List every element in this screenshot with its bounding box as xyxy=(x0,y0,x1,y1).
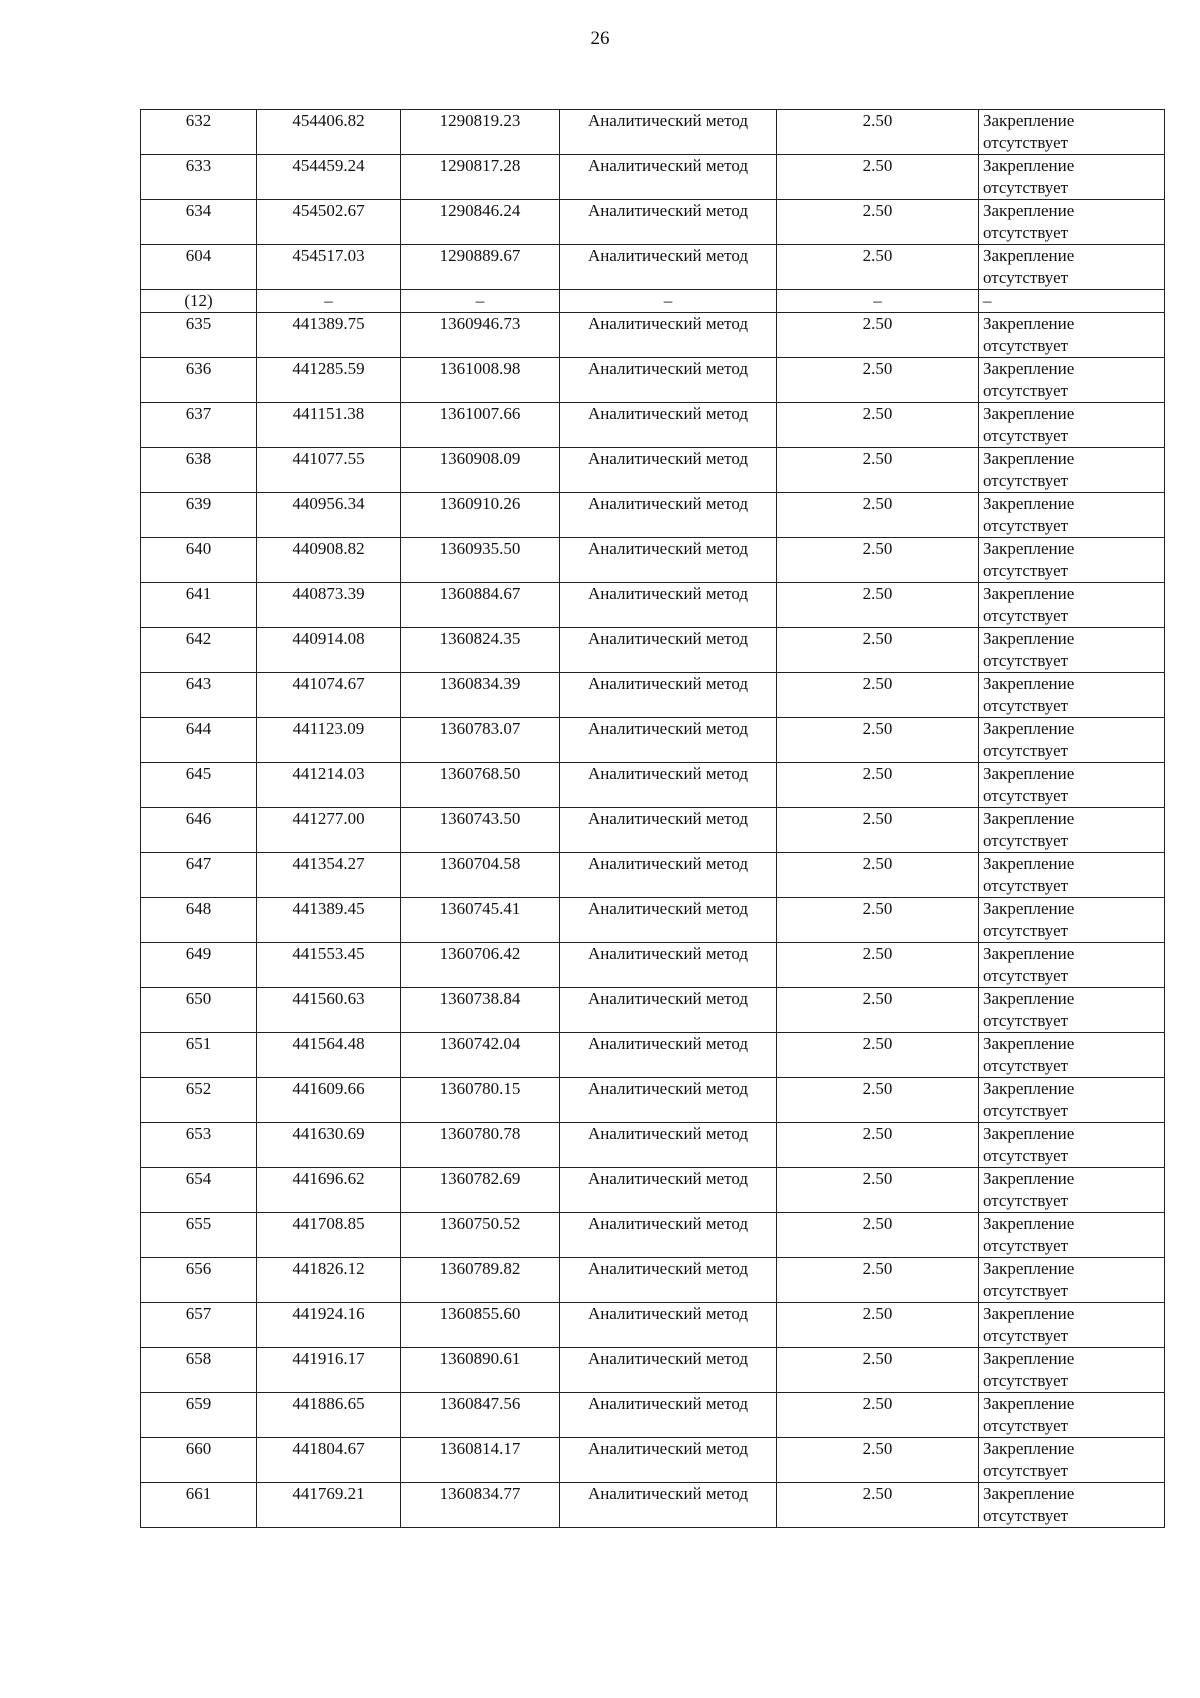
table-row xyxy=(141,1348,1165,1393)
method-cell: Аналитический метод xyxy=(560,808,777,853)
point-number-cell: 659 xyxy=(141,1393,257,1438)
fixation-cell: Закрепление отсутствует xyxy=(979,358,1165,403)
table-row xyxy=(141,1438,1165,1483)
method-cell: Аналитический метод xyxy=(560,403,777,448)
method-cell: Аналитический метод xyxy=(560,583,777,628)
method-cell: Аналитический метод xyxy=(560,245,777,290)
method-cell: Аналитический метод xyxy=(560,943,777,988)
table-row xyxy=(141,155,1165,200)
error-cell: 2.50 xyxy=(777,673,979,718)
method-cell: Аналитический метод xyxy=(560,1213,777,1258)
point-number-cell: 636 xyxy=(141,358,257,403)
y-coordinate-cell: 1360704.58 xyxy=(401,853,560,898)
y-coordinate-cell: 1360706.42 xyxy=(401,943,560,988)
table-row xyxy=(141,290,1165,313)
table-row xyxy=(141,493,1165,538)
y-coordinate-cell: 1360742.04 xyxy=(401,1033,560,1078)
y-coordinate-cell: 1360782.69 xyxy=(401,1168,560,1213)
fixation-cell: Закрепление отсутствует xyxy=(979,1303,1165,1348)
y-coordinate-cell: 1360783.07 xyxy=(401,718,560,763)
point-number-cell: 661 xyxy=(141,1483,257,1528)
x-coordinate-cell: 441769.21 xyxy=(257,1483,401,1528)
x-coordinate-cell: 440956.34 xyxy=(257,493,401,538)
method-cell: Аналитический метод xyxy=(560,110,777,155)
error-cell: 2.50 xyxy=(777,1168,979,1213)
point-number-cell: 645 xyxy=(141,763,257,808)
fixation-cell: Закрепление отсутствует xyxy=(979,1168,1165,1213)
table-row xyxy=(141,988,1165,1033)
method-cell: Аналитический метод xyxy=(560,673,777,718)
table-row xyxy=(141,538,1165,583)
method-cell: – xyxy=(560,290,777,313)
x-coordinate-cell: 440914.08 xyxy=(257,628,401,673)
error-cell: 2.50 xyxy=(777,403,979,448)
fixation-cell: Закрепление отсутствует xyxy=(979,988,1165,1033)
method-cell: Аналитический метод xyxy=(560,493,777,538)
table-row xyxy=(141,110,1165,155)
method-cell: Аналитический метод xyxy=(560,1393,777,1438)
y-coordinate-cell: 1360768.50 xyxy=(401,763,560,808)
y-coordinate-cell: 1360884.67 xyxy=(401,583,560,628)
table-row xyxy=(141,1303,1165,1348)
table-row xyxy=(141,718,1165,763)
method-cell: Аналитический метод xyxy=(560,1438,777,1483)
fixation-cell: Закрепление отсутствует xyxy=(979,403,1165,448)
point-number-cell: 644 xyxy=(141,718,257,763)
error-cell: 2.50 xyxy=(777,1348,979,1393)
table-row xyxy=(141,448,1165,493)
y-coordinate-cell: 1360834.77 xyxy=(401,1483,560,1528)
y-coordinate-cell: 1361007.66 xyxy=(401,403,560,448)
point-number-cell: 651 xyxy=(141,1033,257,1078)
y-coordinate-cell: 1360738.84 xyxy=(401,988,560,1033)
y-coordinate-cell: 1361008.98 xyxy=(401,358,560,403)
x-coordinate-cell: 441123.09 xyxy=(257,718,401,763)
error-cell: 2.50 xyxy=(777,1078,979,1123)
method-cell: Аналитический метод xyxy=(560,1078,777,1123)
y-coordinate-cell: 1290819.23 xyxy=(401,110,560,155)
error-cell: 2.50 xyxy=(777,448,979,493)
point-number-cell: 654 xyxy=(141,1168,257,1213)
y-coordinate-cell: 1360908.09 xyxy=(401,448,560,493)
point-number-cell: 649 xyxy=(141,943,257,988)
table-row xyxy=(141,1213,1165,1258)
y-coordinate-cell: 1360814.17 xyxy=(401,1438,560,1483)
method-cell: Аналитический метод xyxy=(560,448,777,493)
point-number-cell: 648 xyxy=(141,898,257,943)
x-coordinate-cell: 441609.66 xyxy=(257,1078,401,1123)
x-coordinate-cell: 440908.82 xyxy=(257,538,401,583)
table-row xyxy=(141,1033,1165,1078)
fixation-cell: Закрепление отсутствует xyxy=(979,1123,1165,1168)
point-number-cell: 657 xyxy=(141,1303,257,1348)
point-number-cell: 642 xyxy=(141,628,257,673)
x-coordinate-cell: 440873.39 xyxy=(257,583,401,628)
x-coordinate-cell: 441708.85 xyxy=(257,1213,401,1258)
x-coordinate-cell: 441916.17 xyxy=(257,1348,401,1393)
x-coordinate-cell: 454502.67 xyxy=(257,200,401,245)
fixation-cell: Закрепление отсутствует xyxy=(979,943,1165,988)
x-coordinate-cell: 441553.45 xyxy=(257,943,401,988)
fixation-cell: Закрепление отсутствует xyxy=(979,155,1165,200)
y-coordinate-cell: 1360743.50 xyxy=(401,808,560,853)
y-coordinate-cell: 1360780.78 xyxy=(401,1123,560,1168)
y-coordinate-cell: 1360789.82 xyxy=(401,1258,560,1303)
x-coordinate-cell: 441354.27 xyxy=(257,853,401,898)
y-coordinate-cell: 1290817.28 xyxy=(401,155,560,200)
table-row xyxy=(141,200,1165,245)
point-number-cell: 647 xyxy=(141,853,257,898)
table-row xyxy=(141,763,1165,808)
method-cell: Аналитический метод xyxy=(560,1168,777,1213)
page-number: 26 xyxy=(590,28,610,49)
y-coordinate-cell: – xyxy=(401,290,560,313)
point-number-cell: 650 xyxy=(141,988,257,1033)
point-number-cell: 652 xyxy=(141,1078,257,1123)
point-number-cell: 635 xyxy=(141,313,257,358)
error-cell: 2.50 xyxy=(777,763,979,808)
fixation-cell: Закрепление отсутствует xyxy=(979,1393,1165,1438)
point-number-cell: 637 xyxy=(141,403,257,448)
y-coordinate-cell: 1360750.52 xyxy=(401,1213,560,1258)
fixation-cell: Закрепление отсутствует xyxy=(979,763,1165,808)
method-cell: Аналитический метод xyxy=(560,898,777,943)
y-coordinate-cell: 1360847.56 xyxy=(401,1393,560,1438)
fixation-cell: Закрепление отсутствует xyxy=(979,853,1165,898)
table-row xyxy=(141,245,1165,290)
fixation-cell: Закрепление отсутствует xyxy=(979,493,1165,538)
x-coordinate-cell: 454406.82 xyxy=(257,110,401,155)
point-number-cell: 639 xyxy=(141,493,257,538)
fixation-cell: Закрепление отсутствует xyxy=(979,448,1165,493)
method-cell: Аналитический метод xyxy=(560,1303,777,1348)
y-coordinate-cell: 1290889.67 xyxy=(401,245,560,290)
coordinates-table xyxy=(140,109,1165,1528)
x-coordinate-cell: 441277.00 xyxy=(257,808,401,853)
point-number-cell: 632 xyxy=(141,110,257,155)
x-coordinate-cell: 441826.12 xyxy=(257,1258,401,1303)
x-coordinate-cell: 441886.65 xyxy=(257,1393,401,1438)
point-number-cell: 633 xyxy=(141,155,257,200)
error-cell: 2.50 xyxy=(777,1393,979,1438)
method-cell: Аналитический метод xyxy=(560,155,777,200)
method-cell: Аналитический метод xyxy=(560,763,777,808)
coordinates-table-body xyxy=(141,110,1165,1528)
table-row xyxy=(141,853,1165,898)
error-cell: 2.50 xyxy=(777,1258,979,1303)
x-coordinate-cell: 441564.48 xyxy=(257,1033,401,1078)
x-coordinate-cell: 441804.67 xyxy=(257,1438,401,1483)
y-coordinate-cell: 1290846.24 xyxy=(401,200,560,245)
table-row xyxy=(141,673,1165,718)
x-coordinate-cell: 441285.59 xyxy=(257,358,401,403)
method-cell: Аналитический метод xyxy=(560,200,777,245)
error-cell: 2.50 xyxy=(777,493,979,538)
x-coordinate-cell: 441077.55 xyxy=(257,448,401,493)
point-number-cell: 660 xyxy=(141,1438,257,1483)
point-number-cell: 641 xyxy=(141,583,257,628)
point-number-cell: 638 xyxy=(141,448,257,493)
point-number-cell: 653 xyxy=(141,1123,257,1168)
table-row xyxy=(141,1483,1165,1528)
fixation-cell: Закрепление отсутствует xyxy=(979,538,1165,583)
error-cell: 2.50 xyxy=(777,898,979,943)
error-cell: 2.50 xyxy=(777,583,979,628)
x-coordinate-cell: 454517.03 xyxy=(257,245,401,290)
method-cell: Аналитический метод xyxy=(560,1123,777,1168)
table-row xyxy=(141,358,1165,403)
point-number-cell: 643 xyxy=(141,673,257,718)
method-cell: Аналитический метод xyxy=(560,1258,777,1303)
table-row xyxy=(141,808,1165,853)
method-cell: Аналитический метод xyxy=(560,358,777,403)
point-number-cell: 655 xyxy=(141,1213,257,1258)
y-coordinate-cell: 1360834.39 xyxy=(401,673,560,718)
error-cell: 2.50 xyxy=(777,853,979,898)
point-number-cell: 656 xyxy=(141,1258,257,1303)
error-cell: 2.50 xyxy=(777,1213,979,1258)
error-cell: 2.50 xyxy=(777,245,979,290)
y-coordinate-cell: 1360910.26 xyxy=(401,493,560,538)
x-coordinate-cell: 441074.67 xyxy=(257,673,401,718)
method-cell: Аналитический метод xyxy=(560,1348,777,1393)
method-cell: Аналитический метод xyxy=(560,853,777,898)
error-cell: 2.50 xyxy=(777,110,979,155)
y-coordinate-cell: 1360855.60 xyxy=(401,1303,560,1348)
table-row xyxy=(141,943,1165,988)
error-cell: 2.50 xyxy=(777,358,979,403)
table-row xyxy=(141,898,1165,943)
fixation-cell: Закрепление отсутствует xyxy=(979,1078,1165,1123)
error-cell: 2.50 xyxy=(777,1123,979,1168)
y-coordinate-cell: 1360935.50 xyxy=(401,538,560,583)
y-coordinate-cell: 1360890.61 xyxy=(401,1348,560,1393)
error-cell: 2.50 xyxy=(777,943,979,988)
error-cell: 2.50 xyxy=(777,1438,979,1483)
point-number-cell: (12) xyxy=(141,290,257,313)
point-number-cell: 604 xyxy=(141,245,257,290)
error-cell: – xyxy=(777,290,979,313)
table-row xyxy=(141,1078,1165,1123)
y-coordinate-cell: 1360780.15 xyxy=(401,1078,560,1123)
fixation-cell: Закрепление отсутствует xyxy=(979,245,1165,290)
fixation-cell: Закрепление отсутствует xyxy=(979,1483,1165,1528)
x-coordinate-cell: 441560.63 xyxy=(257,988,401,1033)
fixation-cell: Закрепление отсутствует xyxy=(979,673,1165,718)
x-coordinate-cell: 441214.03 xyxy=(257,763,401,808)
fixation-cell: Закрепление отсутствует xyxy=(979,628,1165,673)
fixation-cell: Закрепление отсутствует xyxy=(979,583,1165,628)
fixation-cell: Закрепление отсутствует xyxy=(979,718,1165,763)
table-row xyxy=(141,628,1165,673)
fixation-cell: Закрепление отсутствует xyxy=(979,1348,1165,1393)
fixation-cell: Закрепление отсутствует xyxy=(979,1438,1165,1483)
error-cell: 2.50 xyxy=(777,988,979,1033)
y-coordinate-cell: 1360946.73 xyxy=(401,313,560,358)
fixation-cell: Закрепление отсутствует xyxy=(979,898,1165,943)
point-number-cell: 640 xyxy=(141,538,257,583)
error-cell: 2.50 xyxy=(777,313,979,358)
fixation-cell: – xyxy=(979,290,1165,313)
error-cell: 2.50 xyxy=(777,155,979,200)
x-coordinate-cell: – xyxy=(257,290,401,313)
y-coordinate-cell: 1360745.41 xyxy=(401,898,560,943)
x-coordinate-cell: 441630.69 xyxy=(257,1123,401,1168)
fixation-cell: Закрепление отсутствует xyxy=(979,200,1165,245)
x-coordinate-cell: 441924.16 xyxy=(257,1303,401,1348)
fixation-cell: Закрепление отсутствует xyxy=(979,110,1165,155)
method-cell: Аналитический метод xyxy=(560,718,777,763)
method-cell: Аналитический метод xyxy=(560,628,777,673)
fixation-cell: Закрепление отсутствует xyxy=(979,1258,1165,1303)
x-coordinate-cell: 441389.75 xyxy=(257,313,401,358)
error-cell: 2.50 xyxy=(777,538,979,583)
x-coordinate-cell: 441151.38 xyxy=(257,403,401,448)
x-coordinate-cell: 441389.45 xyxy=(257,898,401,943)
method-cell: Аналитический метод xyxy=(560,1033,777,1078)
error-cell: 2.50 xyxy=(777,1483,979,1528)
fixation-cell: Закрепление отсутствует xyxy=(979,808,1165,853)
fixation-cell: Закрепление отсутствует xyxy=(979,1213,1165,1258)
method-cell: Аналитический метод xyxy=(560,988,777,1033)
error-cell: 2.50 xyxy=(777,200,979,245)
table-row xyxy=(141,583,1165,628)
point-number-cell: 658 xyxy=(141,1348,257,1393)
table-row xyxy=(141,1258,1165,1303)
table-row xyxy=(141,403,1165,448)
fixation-cell: Закрепление отсутствует xyxy=(979,313,1165,358)
error-cell: 2.50 xyxy=(777,1033,979,1078)
table-row xyxy=(141,1168,1165,1213)
table-row xyxy=(141,1393,1165,1438)
y-coordinate-cell: 1360824.35 xyxy=(401,628,560,673)
method-cell: Аналитический метод xyxy=(560,313,777,358)
method-cell: Аналитический метод xyxy=(560,538,777,583)
fixation-cell: Закрепление отсутствует xyxy=(979,1033,1165,1078)
error-cell: 2.50 xyxy=(777,628,979,673)
point-number-cell: 634 xyxy=(141,200,257,245)
error-cell: 2.50 xyxy=(777,1303,979,1348)
point-number-cell: 646 xyxy=(141,808,257,853)
table-row xyxy=(141,313,1165,358)
error-cell: 2.50 xyxy=(777,808,979,853)
x-coordinate-cell: 454459.24 xyxy=(257,155,401,200)
error-cell: 2.50 xyxy=(777,718,979,763)
table-row xyxy=(141,1123,1165,1168)
method-cell: Аналитический метод xyxy=(560,1483,777,1528)
x-coordinate-cell: 441696.62 xyxy=(257,1168,401,1213)
